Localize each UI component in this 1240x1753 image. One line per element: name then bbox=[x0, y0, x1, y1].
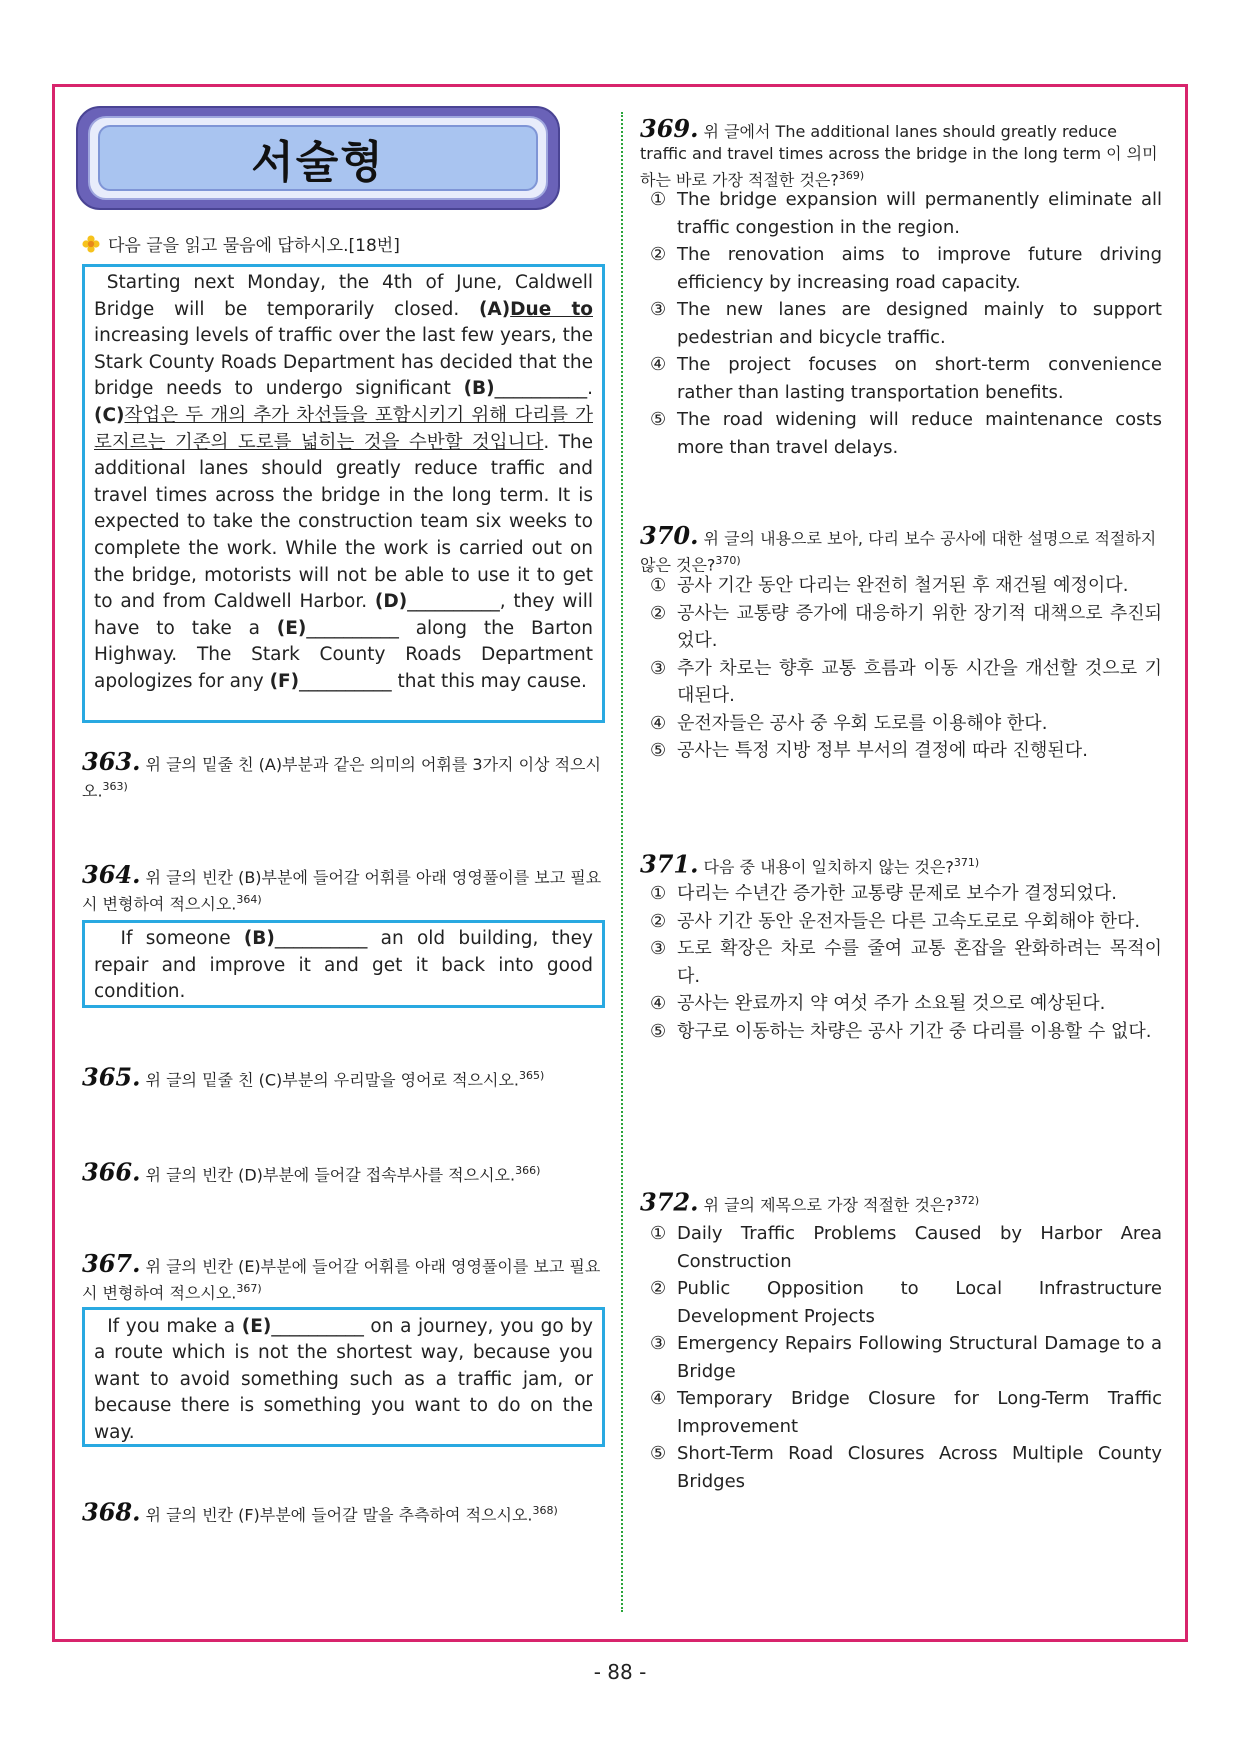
choice-mark: ⑤ bbox=[650, 1443, 667, 1464]
question-number: 372. bbox=[640, 1187, 699, 1217]
choice-item[interactable] bbox=[650, 186, 1162, 241]
label-b: (B) bbox=[243, 928, 275, 949]
section-title-banner bbox=[76, 106, 560, 210]
choice-text: The project focuses on short-term convenience rather than lasting transportation benefits. bbox=[677, 354, 1162, 403]
question-text: 위 글의 빈칸 (B)부분에 들어갈 어휘를 아래 영영풀이를 보고 필요시 변형하여 적으시오. bbox=[82, 868, 602, 914]
column-divider bbox=[621, 112, 623, 1612]
label-b: (B) bbox=[463, 378, 495, 400]
choice-mark: ④ bbox=[650, 354, 667, 375]
question-365 bbox=[82, 1062, 602, 1092]
footnote-ref: 372) bbox=[953, 1194, 980, 1207]
passage-text: . bbox=[587, 378, 593, 400]
definition-box-364 bbox=[82, 920, 605, 1008]
title-banner-mid bbox=[88, 116, 548, 200]
choice-mark: ② bbox=[650, 602, 667, 624]
choice-item[interactable] bbox=[650, 1275, 1162, 1330]
footnote-ref: 367) bbox=[236, 1282, 262, 1295]
choice-text: 추가 차로는 향후 교통 흐름과 이동 시간을 개선할 것으로 기대된다. bbox=[677, 657, 1162, 706]
question-number: 365. bbox=[82, 1062, 141, 1092]
choice-text: The road widening will reduce maintenance costs more than travel delays. bbox=[677, 409, 1162, 458]
passage-text: increasing levels of traffic over the last few years, the Stark County Roads Department has decided that the bridge needs to undergo significant bbox=[94, 325, 594, 400]
footnote-ref: 363) bbox=[102, 780, 128, 793]
underlined-a: Due to bbox=[510, 298, 593, 320]
choice-mark: ① bbox=[650, 1223, 667, 1244]
choice-text: Daily Traffic Problems Caused by Harbor Area Construction bbox=[677, 1223, 1162, 1272]
question-text: 위 글의 내용으로 보아, 다리 보수 공사에 대한 설명으로 적절하지 않은 것은? bbox=[640, 529, 1157, 575]
definition-text: an old building, they repair and improve it and get it back into good condition. bbox=[94, 928, 593, 1003]
choice-mark: ① bbox=[650, 883, 667, 904]
choice-mark: ② bbox=[650, 1278, 667, 1299]
question-text: 위 글의 빈칸 (D)부분에 들어갈 접속부사를 적으시오. bbox=[145, 1165, 516, 1185]
choice-item[interactable] bbox=[650, 710, 1162, 738]
blank-d: __________ bbox=[407, 591, 500, 613]
question-363 bbox=[82, 747, 602, 802]
label-c: (C) bbox=[94, 404, 125, 426]
choice-text: Short-Term Road Closures Across Multiple County Bridges bbox=[677, 1443, 1162, 1492]
footnote-ref: 366) bbox=[515, 1164, 541, 1177]
choice-mark: ③ bbox=[650, 938, 667, 959]
question-number: 366. bbox=[82, 1157, 141, 1187]
footnote-ref: 368) bbox=[532, 1504, 558, 1517]
blank-b: __________ bbox=[494, 378, 588, 400]
choice-item[interactable] bbox=[650, 572, 1162, 600]
question-number: 367. bbox=[82, 1249, 141, 1278]
choice-mark: ④ bbox=[650, 712, 667, 734]
choice-text: 공사는 특정 지방 정부 부서의 결정에 따라 진행된다. bbox=[677, 740, 1088, 761]
choice-item[interactable] bbox=[650, 908, 1162, 936]
choice-text: The new lanes are designed mainly to support pedestrian and bicycle traffic. bbox=[677, 299, 1162, 348]
question-364 bbox=[82, 860, 602, 915]
choice-text: Public Opposition to Local Infrastructure Development Projects bbox=[677, 1278, 1162, 1327]
label-f: (F) bbox=[269, 670, 300, 692]
label-a: (A) bbox=[478, 298, 511, 320]
question-number: 369. bbox=[640, 114, 699, 143]
choice-item[interactable] bbox=[650, 880, 1162, 908]
definition-text: on a journey, you go by a route which is not the shortest way, because you want to avoid something such as a traffic jam, or because there is something you want to do on the way. bbox=[94, 1316, 593, 1443]
choice-text: 공사 기간 동안 다리는 완전히 철거된 후 재건될 예정이다. bbox=[677, 575, 1129, 596]
blank-b: __________ bbox=[274, 928, 368, 949]
choice-mark: ⑤ bbox=[650, 409, 667, 430]
label-e: (E) bbox=[241, 1316, 272, 1337]
choice-text: 항구로 이동하는 차량은 공사 기간 중 다리를 이용할 수 없다. bbox=[677, 1020, 1152, 1042]
question-369 bbox=[640, 114, 1162, 191]
passage-text: , they will have to take a bbox=[94, 591, 593, 639]
choices-370 bbox=[650, 572, 1162, 765]
question-number: 363. bbox=[82, 747, 141, 776]
choice-item[interactable] bbox=[650, 1440, 1162, 1495]
choice-text: 도로 확장은 차로 수를 줄여 교통 혼잡을 완화하려는 목적이다. bbox=[677, 938, 1162, 987]
choices-369 bbox=[650, 186, 1162, 461]
choice-mark: ③ bbox=[650, 299, 667, 320]
flower-icon bbox=[82, 235, 100, 253]
choice-mark: ④ bbox=[650, 993, 667, 1014]
question-text: 위 글의 제목으로 가장 적절한 것은? bbox=[703, 1195, 954, 1215]
choice-text: Emergency Repairs Following Structural Damage to a Bridge bbox=[677, 1333, 1162, 1382]
label-e: (E) bbox=[276, 617, 307, 639]
question-text: 위 글의 밑줄 친 (A)부분과 같은 의미의 어휘를 3가지 이상 적으시오. bbox=[82, 755, 601, 801]
underlined-c: 작업은 두 개의 추가 차선들을 포함시키기 위해 다리를 가로지르는 기존의 도로를 넓히는 것을 수반할 것입니다 bbox=[94, 404, 593, 453]
choices-371 bbox=[650, 880, 1162, 1045]
choice-item[interactable] bbox=[650, 241, 1162, 296]
blank-e: __________ bbox=[306, 617, 399, 639]
choice-item[interactable] bbox=[650, 935, 1162, 990]
blank-e: __________ bbox=[271, 1316, 364, 1337]
label-d: (D) bbox=[374, 591, 408, 613]
choice-mark: ① bbox=[650, 575, 667, 596]
choice-item[interactable] bbox=[650, 1018, 1162, 1046]
choices-372 bbox=[650, 1220, 1162, 1495]
footnote-ref: 365) bbox=[519, 1069, 545, 1082]
footnote-ref: 364) bbox=[236, 893, 262, 906]
question-text: 위 글의 빈칸 (F)부분에 들어갈 말을 추측하여 적으시오. bbox=[145, 1505, 533, 1525]
footnote-ref: 371) bbox=[953, 856, 980, 869]
passage-box bbox=[82, 264, 605, 723]
choice-text: 다리는 수년간 증가한 교통량 문제로 보수가 결정되었다. bbox=[677, 883, 1117, 904]
question-371 bbox=[640, 849, 1162, 879]
passage-text: . The additional lanes should greatly reduce traffic and travel times across the bridge in the long term. It is expected to take the construction team six weeks to complete the work. While the work is carried out on the bridge, motorists will not be able to use it to get to and from Caldwell Harbor. bbox=[94, 431, 593, 613]
choice-mark: ④ bbox=[650, 1388, 667, 1409]
question-368 bbox=[82, 1497, 602, 1527]
instruction-text: 다음 글을 읽고 물음에 답하시오.[18번] bbox=[108, 236, 400, 256]
choice-mark: ⑤ bbox=[650, 1020, 667, 1042]
choice-mark: ② bbox=[650, 244, 667, 265]
choice-text: The renovation aims to improve future driving efficiency by increasing road capacity. bbox=[677, 244, 1162, 293]
passage-text: along the Barton Highway. The Stark County Roads Department apologizes for any bbox=[94, 617, 593, 692]
choice-item[interactable] bbox=[650, 600, 1162, 655]
choice-item[interactable] bbox=[650, 1330, 1162, 1385]
question-372 bbox=[640, 1187, 1162, 1217]
question-text: 위 글의 빈칸 (E)부분에 들어갈 어휘를 아래 영영풀이를 보고 필요시 변형하여 적으시오. bbox=[82, 1257, 601, 1303]
question-number: 364. bbox=[82, 860, 141, 889]
question-text: 위 글에서 The additional lanes should greatly reduce traffic and travel times across the bridge in the long term 이 의미하는 바로 가장 적절한 것은? bbox=[640, 122, 1158, 190]
choice-mark: ⑤ bbox=[650, 740, 667, 761]
footnote-ref: 369) bbox=[838, 169, 865, 182]
choice-item[interactable] bbox=[650, 296, 1162, 351]
choice-mark: ③ bbox=[650, 1333, 667, 1354]
choice-item[interactable] bbox=[650, 990, 1162, 1018]
choice-item[interactable] bbox=[650, 351, 1162, 406]
question-number: 371. bbox=[640, 849, 699, 879]
page-number: - 88 - bbox=[593, 1660, 647, 1684]
blank-f: __________ bbox=[299, 670, 392, 692]
title-banner-inner bbox=[98, 125, 538, 191]
question-number: 368. bbox=[82, 1497, 141, 1527]
choice-text: The bridge expansion will permanently eliminate all traffic congestion in the region. bbox=[677, 189, 1162, 238]
footnote-ref: 370) bbox=[715, 554, 741, 567]
page-title: 서술형 bbox=[251, 137, 385, 188]
passage-text: that this may cause. bbox=[391, 670, 587, 692]
choice-text: Temporary Bridge Closure for Long-Term Traffic Improvement bbox=[677, 1388, 1162, 1437]
definition-box-367 bbox=[82, 1307, 605, 1447]
question-367 bbox=[82, 1249, 602, 1304]
choice-item[interactable] bbox=[650, 655, 1162, 710]
choice-text: 공사는 교통량 증가에 대응하기 위한 장기적 대책으로 추진되었다. bbox=[677, 602, 1162, 651]
question-366 bbox=[82, 1157, 602, 1187]
definition-text: If someone bbox=[120, 928, 244, 949]
choice-text: 운전자들은 공사 중 우회 도로를 이용해야 한다. bbox=[677, 712, 1048, 734]
question-text: 다음 중 내용이 일치하지 않는 것은? bbox=[703, 857, 954, 877]
choice-item[interactable] bbox=[650, 1220, 1162, 1275]
instruction bbox=[82, 231, 400, 256]
question-number: 370. bbox=[640, 521, 699, 550]
choice-mark: ② bbox=[650, 910, 667, 932]
passage-text: Starting next Monday, the 4th of June, Caldwell Bridge will be temporarily closed. bbox=[94, 272, 593, 320]
question-text: 위 글의 밑줄 친 (C)부분의 우리말을 영어로 적으시오. bbox=[145, 1070, 520, 1090]
choice-mark: ③ bbox=[650, 657, 667, 679]
choice-text: 공사는 완료까지 약 여섯 주가 소요될 것으로 예상된다. bbox=[677, 993, 1106, 1014]
choice-item[interactable] bbox=[650, 1385, 1162, 1440]
definition-text: If you make a bbox=[107, 1316, 242, 1337]
choice-item[interactable] bbox=[650, 737, 1162, 765]
choice-text: 공사 기간 동안 운전자들은 다른 고속도로로 우회해야 한다. bbox=[677, 910, 1141, 932]
choice-item[interactable] bbox=[650, 406, 1162, 461]
choice-mark: ① bbox=[650, 189, 667, 210]
question-370 bbox=[640, 521, 1162, 576]
